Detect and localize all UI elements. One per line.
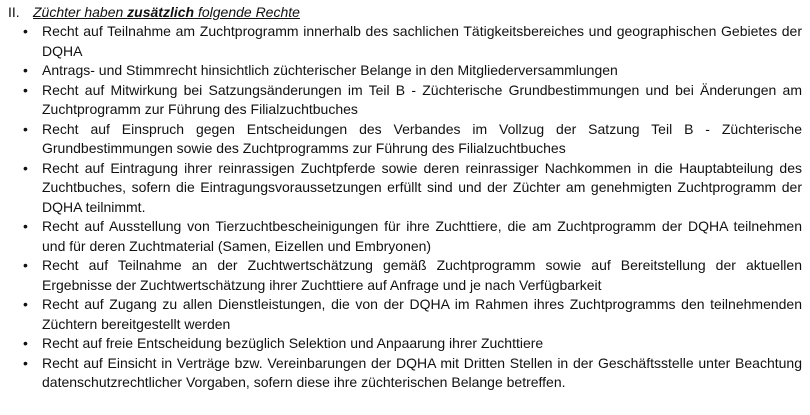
list-item [23,120,802,159]
list-item [23,81,802,120]
bullet-icon: • [23,354,28,371]
section-title-pre: Züchter haben [33,4,128,20]
list-item [23,295,802,334]
bullet-icon: • [23,81,28,98]
bullet-icon: • [23,218,28,234]
list-item-text: Recht auf freie Entscheidung bezüglich Selektion und Anpaarung ihrer Zuchttiere [42,335,544,351]
list-item [23,159,802,218]
rights-section [8,2,802,393]
list-item-text: Recht auf Einsicht in Verträge bzw. Vereinbarungen der DQHA mit Dritten Stellen in der Geschäftsstelle unter Beachtung datenschutzrechtlicher Vorgaben, sofern diese ihre züchterischen Belange betreffen. [42,354,802,390]
bullet-icon: • [23,296,28,312]
section-title-post: folgende Rechte [194,4,300,20]
list-item [23,217,802,256]
list-item-text: Recht auf Eintragung ihrer reinrassigen Zuchtpferde sowie deren reinrassiger Nachkommen in die Hauptabteilung des Zuchtbuches, sofern die Eintragungsvoraussetzungen erfüllt sind und der Züchter am genehmigten Zuchtprogramm der DQHA teilnimmt. [42,159,802,215]
bullet-icon: • [23,23,28,39]
bullet-icon: • [23,62,28,78]
list-item-text: Recht auf Einspruch gegen Entscheidungen des Verbandes im Vollzug der Satzung Teil B - Züchterische Grundbestimmungen sowie des Zuchtprogramms zur Führung des Filialzuchtbuches [42,120,802,156]
list-item-text: Recht auf Teilnahme an der Zuchtwertschätzung gemäß Zuchtprogramm sowie auf Bereitstellung der aktuellen Ergebnisse der Zuchtwertschätzung ihrer Zuchttiere auf Anfrage und je nach Verfügbarkeit [42,257,802,293]
list-item [23,61,802,81]
list-item [23,334,802,354]
rights-list [8,22,802,393]
list-item [23,22,802,61]
list-item-text: Recht auf Ausstellung von Tierzuchtbescheinigungen für ihre Zuchttiere, die am Zuchtprogramm der DQHA teilnehmen und für deren Zuchtmaterial (Samen, Eizellen und Embryonen) [42,218,802,254]
list-item-text: Antrags- und Stimmrecht hinsichtlich züchterischer Belange in den Mitgliederversammlungen [42,62,618,78]
bullet-icon: • [23,335,28,351]
section-heading [8,2,802,22]
list-item-text: Recht auf Teilnahme am Zuchtprogramm innerhalb des sachlichen Tätigkeitsbereiches und geographischen Gebietes der DQHA [42,23,802,59]
list-item [23,256,802,295]
section-title-emphasis: zusätzlich [127,4,195,20]
bullet-icon: • [23,120,28,137]
section-title [33,2,300,22]
list-item-text: Recht auf Zugang zu allen Dienstleistungen, die von der DQHA im Rahmen ihres Zuchtprogramms den teilnehmenden Züchtern bereitgestellt werden [42,296,802,332]
list-item-text: Recht auf Mitwirkung bei Satzungsänderungen im Teil B - Züchterische Grundbestimmungen und bei Änderungen am Zuchtprogramm zur Führung des Filialzuchtbuches [42,81,802,117]
bullet-icon: • [23,257,28,273]
section-numeral: II. [8,4,20,20]
list-item [23,354,802,393]
bullet-icon: • [23,159,28,176]
